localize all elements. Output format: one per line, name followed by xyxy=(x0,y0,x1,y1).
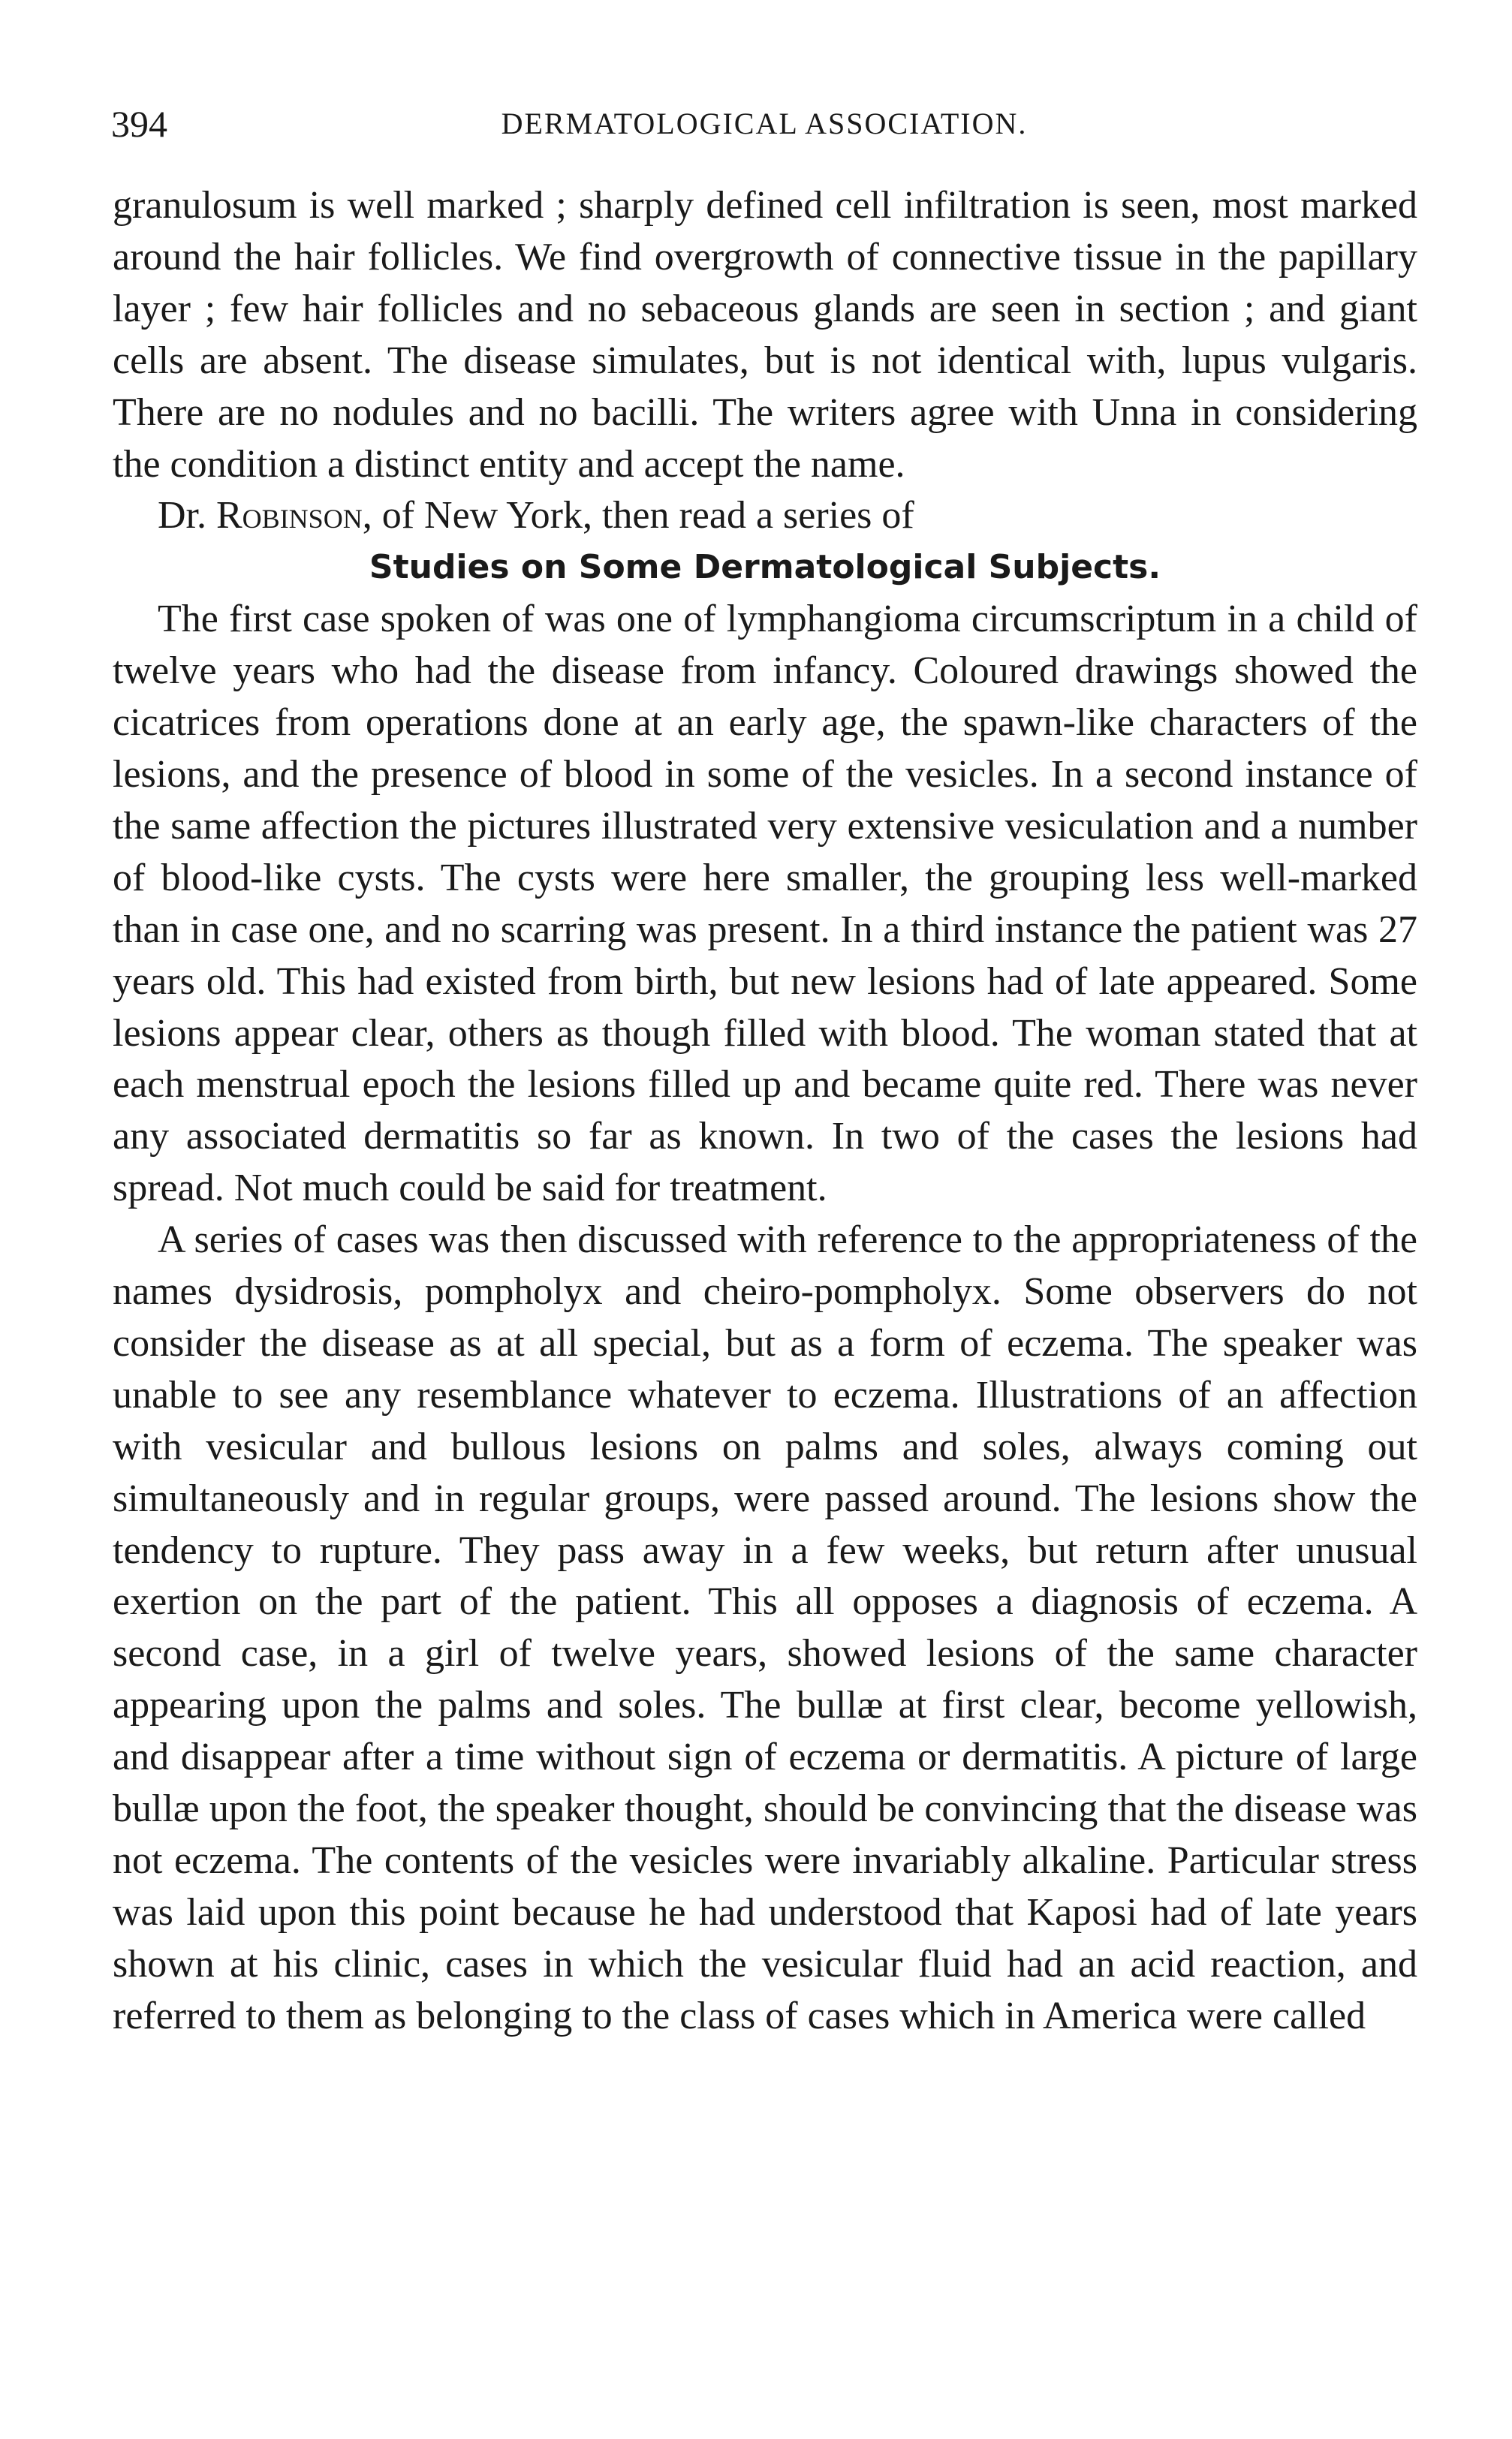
paragraph-continuation: granulosum is well marked ; sharply defined cell infiltration is seen, most marked around the hair follicles. We find overgrowth of connective tissue in the papillary layer ; few hair follicles and no sebaceous glands are seen in section ; and giant cells are absent. The disease simulates, but is not identical with, lupus vulgaris. There are no nodules and no bacilli. The writers agree with Unna in considering the condition a distinct entity and accept the name. xyxy=(113,184,1417,486)
section-heading: Studies on Some Dermatological Subjects. xyxy=(369,548,1161,587)
paragraph-robinson-intro xyxy=(113,490,1417,542)
page-header xyxy=(111,98,1417,158)
title-prefix: Dr. xyxy=(158,494,206,537)
body-text xyxy=(113,180,1417,2043)
intro-rest: , of New York, then read a series of xyxy=(362,494,914,537)
author-name: Robinson xyxy=(216,494,363,537)
running-head: DERMATOLOGICAL ASSOCIATION. xyxy=(501,107,1028,140)
page-number: 394 xyxy=(111,103,167,145)
paragraph-lymphangioma: The first case spoken of was one of lymphangioma circumscriptum in a child of twelve years who had the disease from infancy. Coloured drawings showed the cicatrices from operations done at an early age, the spawn-like characters of the lesions, and the presence of blood in some of the vesicles. In a second instance of the same affection the pictures illustrated very extensive vesiculation and a number of blood-like cysts. The cysts were here smaller, the grouping less well-marked than in case one, and no scarring was present. In a third instance the patient was 27 years old. This had existed from birth, but new lesions had of late appeared. Some lesions appear clear, others as though filled with blood. The woman stated that at each menstrual epoch the lesions filled up and became quite red. There was never any associated dermatitis so far as known. In two of the cases the lesions had spread. Not much could be said for treatment. xyxy=(113,598,1417,1210)
paragraph-dysidrosis: A series of cases was then discussed with reference to the appropriateness of the names dysidrosis, pompholyx and cheiro-pompholyx. Some observers do not consider the disease as at all special, but as a form of eczema. The speaker was unable to see any resemblance whatever to eczema. Illustrations of an affection with vesicular and bullous lesions on palms and soles, always coming out simultaneously and in regular groups, were passed around. The lesions show the tendency to rupture. They pass away in a few weeks, but return after unusual exertion on the part of the patient. This all opposes a diagnosis of eczema. A second case, in a girl of twelve years, showed lesions of the same character appearing upon the palms and soles. The bullæ at first clear, become yellowish, and disappear after a time without sign of eczema or dermatitis. A picture of large bullæ upon the foot, the speaker thought, should be convincing that the disease was not eczema. The contents of the vesicles were invariably alkaline. Particular stress was laid upon this point because he had understood that Kaposi had of late years shown at his clinic, cases in which the vesicular fluid had an acid reaction, and referred to them as belonging to the class of cases which in America were called xyxy=(113,1218,1417,2037)
